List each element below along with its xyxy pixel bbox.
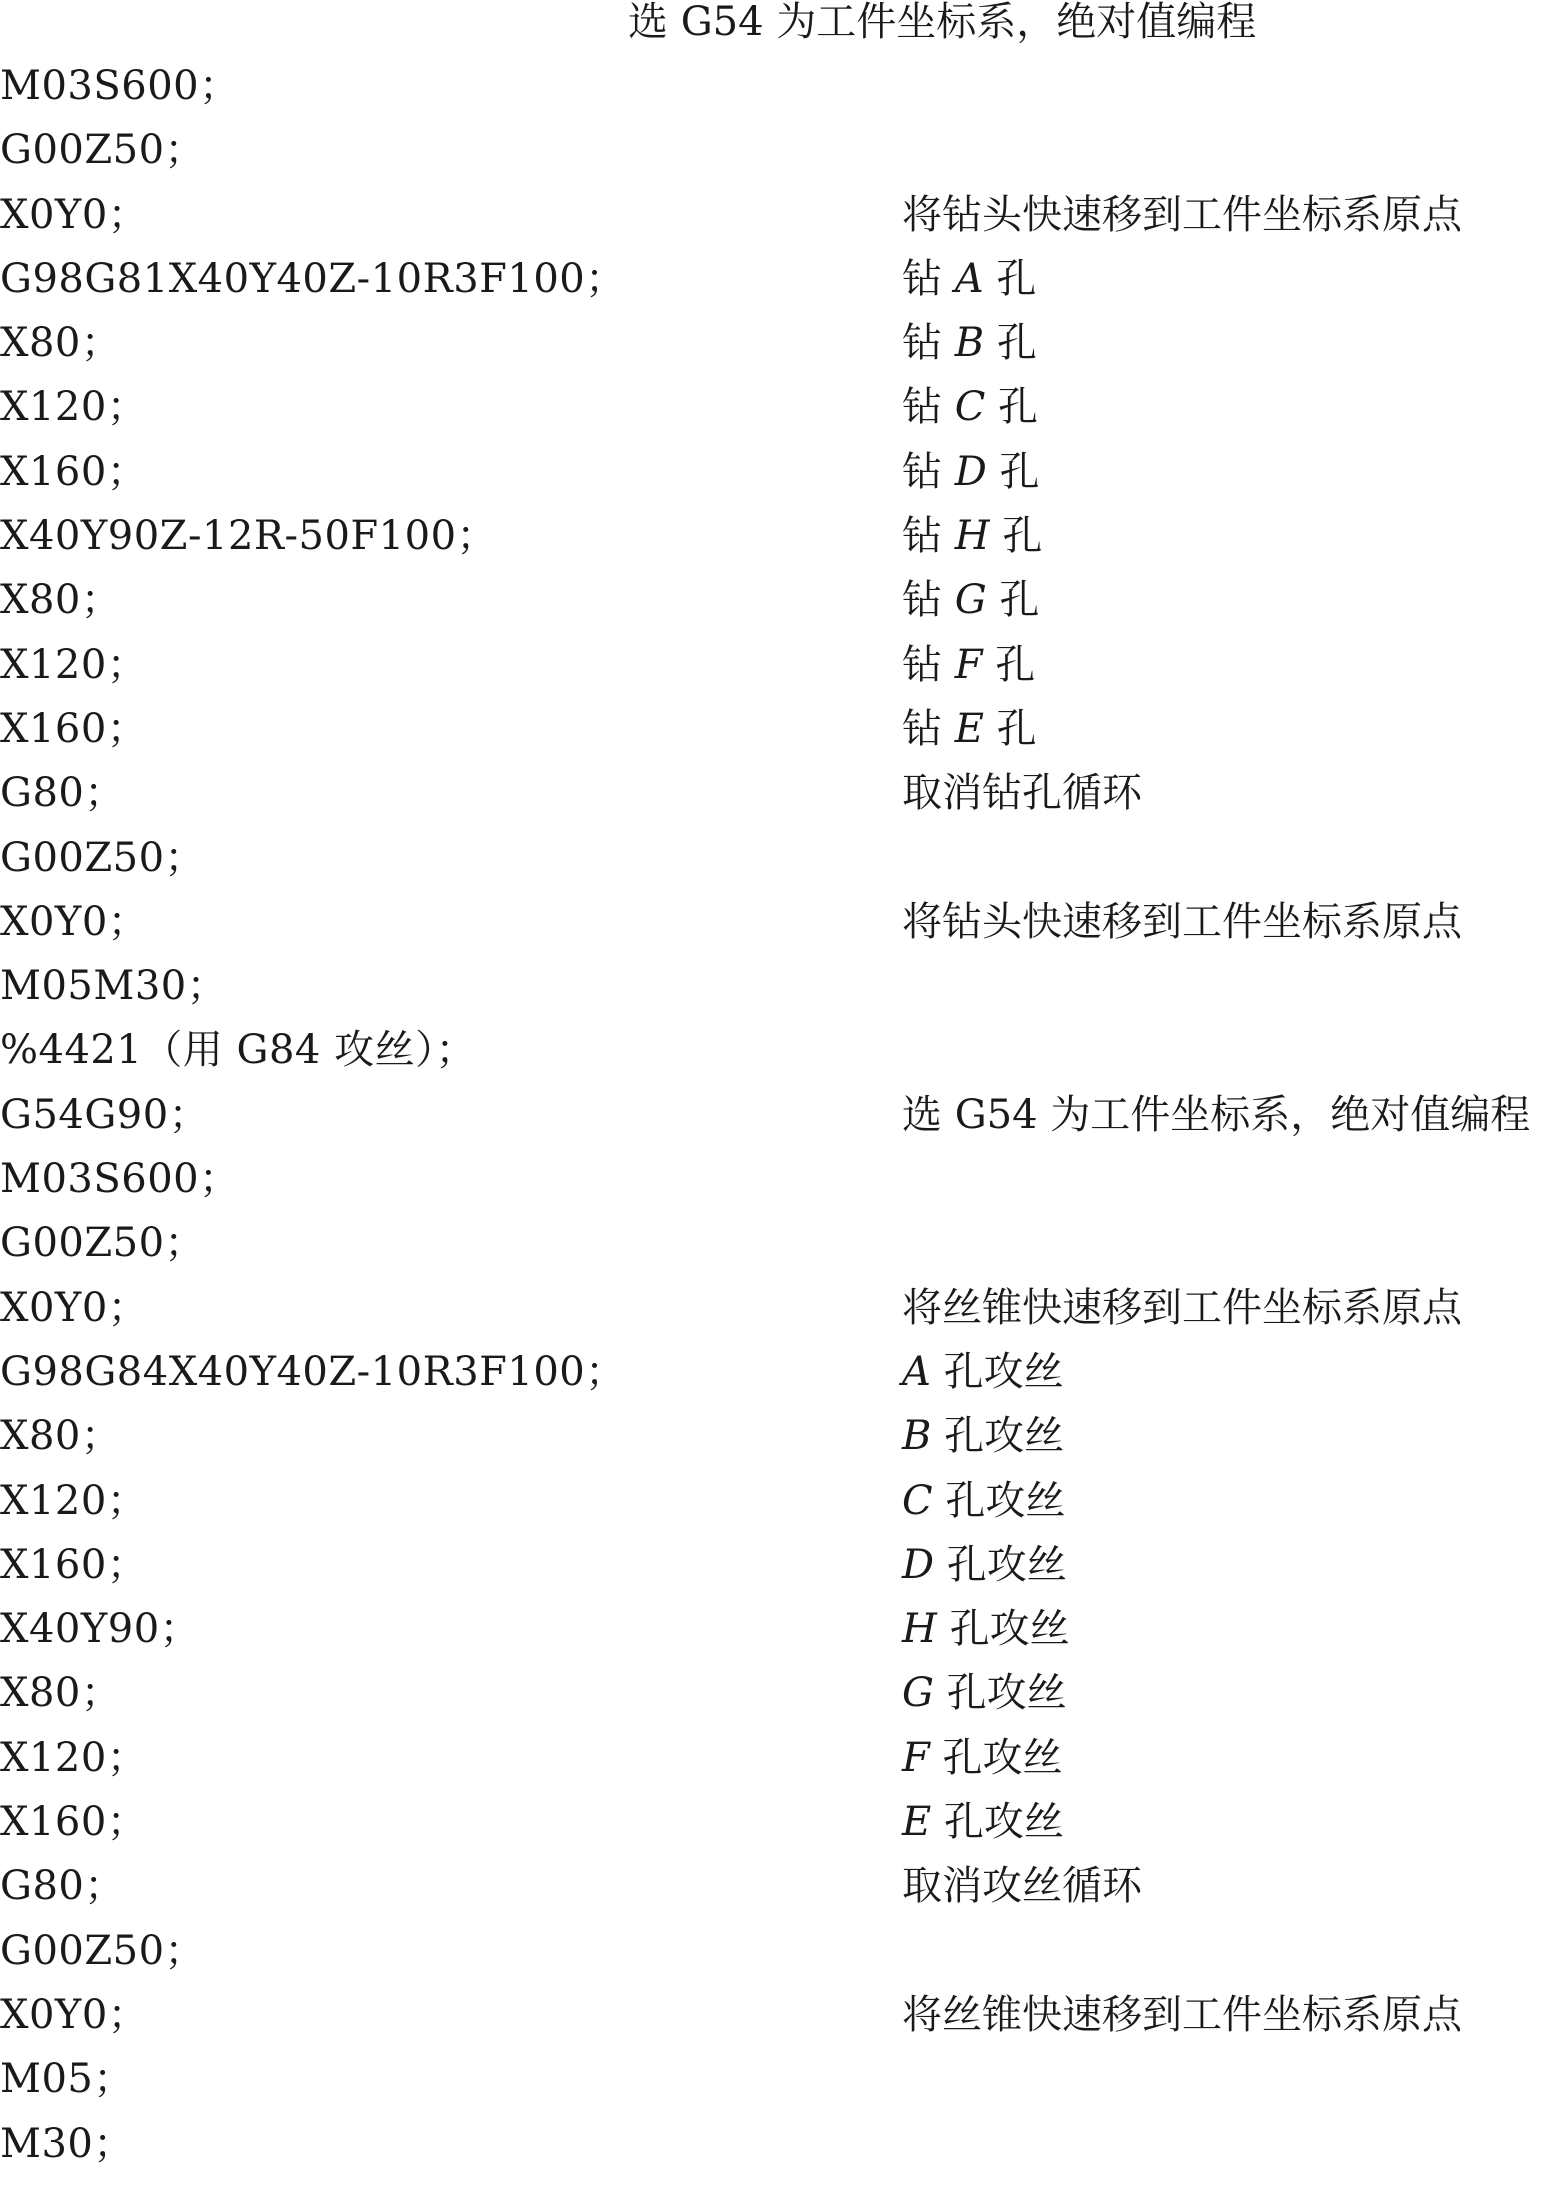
hole-letter: D	[902, 1541, 935, 1588]
comment-text	[902, 1414, 1064, 1458]
comment-suffix: 孔攻丝	[931, 1799, 1064, 1846]
program-lines	[0, 64, 1560, 2186]
program-line	[0, 836, 1560, 900]
top-comment-text: 选 G54 为工件坐标系，绝对值编程	[628, 0, 1257, 45]
comment-suffix: 孔	[986, 577, 1040, 624]
code-text: X0Y0；	[0, 191, 149, 238]
code-text: G98G81X40Y40Z-10R3F100；	[0, 255, 626, 302]
comment-text	[902, 385, 1038, 429]
hole-letter: A	[954, 255, 984, 302]
comment-text	[902, 1864, 1142, 1908]
comment-suffix: 孔攻丝	[931, 1413, 1065, 1460]
program-line	[0, 1414, 1560, 1478]
comment-suffix: 孔	[984, 320, 1037, 367]
comment-prefix: 取消攻丝循环	[902, 1863, 1142, 1910]
comment-text	[902, 1479, 1065, 1523]
program-line	[0, 578, 1560, 642]
program-line	[0, 128, 1560, 192]
comment-text	[902, 1607, 1070, 1651]
code-text: X160；	[0, 1799, 148, 1846]
code-text: M03S600；	[0, 63, 240, 109]
comment-prefix: 钻	[902, 513, 955, 560]
comment-suffix: 孔	[983, 255, 1037, 302]
program-line	[0, 1093, 1560, 1157]
code-text: X120；	[0, 384, 148, 431]
code-text: G98G84X40Y40Z-10R3F100；	[0, 1348, 626, 1395]
hole-letter: B	[902, 1413, 932, 1460]
program-line	[0, 1671, 1560, 1735]
comment-suffix: 孔	[986, 448, 1040, 495]
hole-letter: A	[902, 1348, 931, 1395]
hole-letter: E	[902, 1799, 932, 1846]
hole-letter: C	[902, 1477, 933, 1524]
code-text: G00Z50；	[0, 834, 206, 881]
comment-prefix: 将丝锥快速移到工件坐标系原点	[902, 1284, 1462, 1331]
code-text: X0Y0；	[0, 1284, 149, 1331]
program-line	[0, 1479, 1560, 1543]
comment-prefix: 将钻头快速移到工件坐标系原点	[902, 191, 1462, 238]
comment-prefix: 钻	[902, 255, 955, 302]
hole-letter: D	[954, 448, 987, 495]
comment-prefix: 钻	[902, 384, 955, 431]
comment-prefix: 将钻头快速移到工件坐标系原点	[902, 898, 1462, 945]
program-line	[0, 1286, 1560, 1350]
program-line	[0, 1800, 1560, 1864]
hole-letter: H	[902, 1606, 937, 1653]
program-line	[0, 1157, 1560, 1221]
program-line	[0, 385, 1560, 449]
code-text: X80；	[0, 577, 122, 624]
comment-text	[902, 1093, 1530, 1137]
comment-prefix: 钻	[902, 320, 955, 367]
program-line	[0, 1221, 1560, 1285]
comment-text	[902, 1543, 1067, 1587]
program-line	[0, 193, 1560, 257]
program-line	[0, 643, 1560, 707]
program-line	[0, 771, 1560, 835]
program-line	[0, 450, 1560, 514]
comment-prefix: 钻	[902, 705, 955, 752]
comment-prefix: 钻	[902, 577, 955, 624]
comment-suffix: 孔	[983, 705, 1037, 752]
code-text: M30；	[0, 2120, 134, 2167]
comment-suffix: 孔攻丝	[934, 1541, 1067, 1588]
program-line	[0, 900, 1560, 964]
comment-prefix: 取消钻孔循环	[902, 770, 1142, 817]
comment-text	[902, 1800, 1064, 1844]
program-line	[0, 1864, 1560, 1928]
comment-text	[902, 578, 1039, 622]
code-text: X80；	[0, 1413, 122, 1460]
code-text: G00Z50；	[0, 1220, 206, 1267]
code-text: X160；	[0, 448, 148, 495]
code-text: X160；	[0, 705, 148, 752]
program-line	[0, 1350, 1560, 1414]
program-line	[0, 1929, 1560, 1993]
program-line	[0, 2057, 1560, 2121]
program-line	[0, 1993, 1560, 2057]
program-line	[0, 64, 1560, 128]
comment-suffix: 孔攻丝	[936, 1606, 1070, 1653]
comment-text	[902, 514, 1042, 558]
code-text: M05；	[0, 2056, 134, 2103]
code-text: %4421（用 G84 攻丝）；	[0, 1027, 477, 1074]
comment-suffix: 孔	[985, 384, 1039, 431]
top-comment-row	[0, 0, 1560, 44]
code-text: X40Y90Z-12R-50F100；	[0, 513, 498, 560]
comment-prefix: 将丝锥快速移到工件坐标系原点	[902, 1991, 1462, 2038]
program-line	[0, 1543, 1560, 1607]
comment-text	[902, 1350, 1064, 1394]
program-line	[0, 2122, 1560, 2186]
comment-prefix: 钻	[902, 448, 955, 495]
hole-letter: G	[902, 1670, 934, 1717]
comment-text	[902, 1286, 1462, 1330]
comment-text	[902, 900, 1462, 944]
comment-text	[902, 321, 1037, 365]
hole-letter: H	[954, 513, 990, 560]
comment-text	[902, 1993, 1462, 2037]
code-text: G00Z50；	[0, 127, 206, 174]
code-text: G54G90；	[0, 1091, 210, 1138]
hole-letter: G	[954, 577, 987, 624]
hole-letter: F	[954, 641, 983, 688]
comment-suffix: 孔	[982, 641, 1036, 688]
code-text: M03S600；	[0, 1156, 240, 1203]
code-text: X120；	[0, 641, 148, 688]
comment-suffix: 孔攻丝	[929, 1734, 1063, 1781]
comment-suffix: 孔攻丝	[932, 1477, 1066, 1524]
program-line	[0, 1736, 1560, 1800]
code-text: G00Z50；	[0, 1927, 206, 1974]
comment-text	[902, 1671, 1067, 1715]
comment-text	[902, 707, 1037, 751]
comment-text	[902, 257, 1036, 301]
comment-text	[902, 193, 1462, 237]
program-line	[0, 1028, 1560, 1092]
code-text: X160；	[0, 1541, 148, 1588]
comment-prefix: 选 G54 为工件坐标系，绝对值编程	[902, 1091, 1531, 1138]
program-line	[0, 514, 1560, 578]
hole-letter: F	[902, 1734, 930, 1781]
code-text: X80；	[0, 1670, 122, 1717]
comment-text	[902, 1736, 1062, 1780]
code-text: X40Y90；	[0, 1606, 201, 1653]
code-text: G80；	[0, 1863, 125, 1910]
code-text: G80；	[0, 770, 125, 817]
code-text: X120；	[0, 1477, 148, 1524]
hole-letter: B	[954, 320, 985, 367]
code-text: X120；	[0, 1734, 148, 1781]
comment-suffix: 孔攻丝	[933, 1670, 1067, 1717]
code-text: X0Y0；	[0, 898, 149, 945]
program-line	[0, 964, 1560, 1028]
comment-text	[902, 771, 1142, 815]
program-line	[0, 257, 1560, 321]
hole-letter: C	[954, 384, 986, 431]
code-text: M05M30；	[0, 963, 228, 1010]
comment-text	[902, 450, 1040, 494]
code-text: X80；	[0, 320, 122, 367]
code-text: X0Y0；	[0, 1991, 149, 2038]
comment-text	[902, 643, 1035, 687]
program-line	[0, 707, 1560, 771]
comment-prefix: 钻	[902, 641, 955, 688]
program-line	[0, 1607, 1560, 1671]
hole-letter: E	[954, 705, 984, 752]
comment-suffix: 孔	[989, 513, 1043, 560]
comment-suffix: 孔攻丝	[930, 1348, 1064, 1395]
program-line	[0, 321, 1560, 385]
